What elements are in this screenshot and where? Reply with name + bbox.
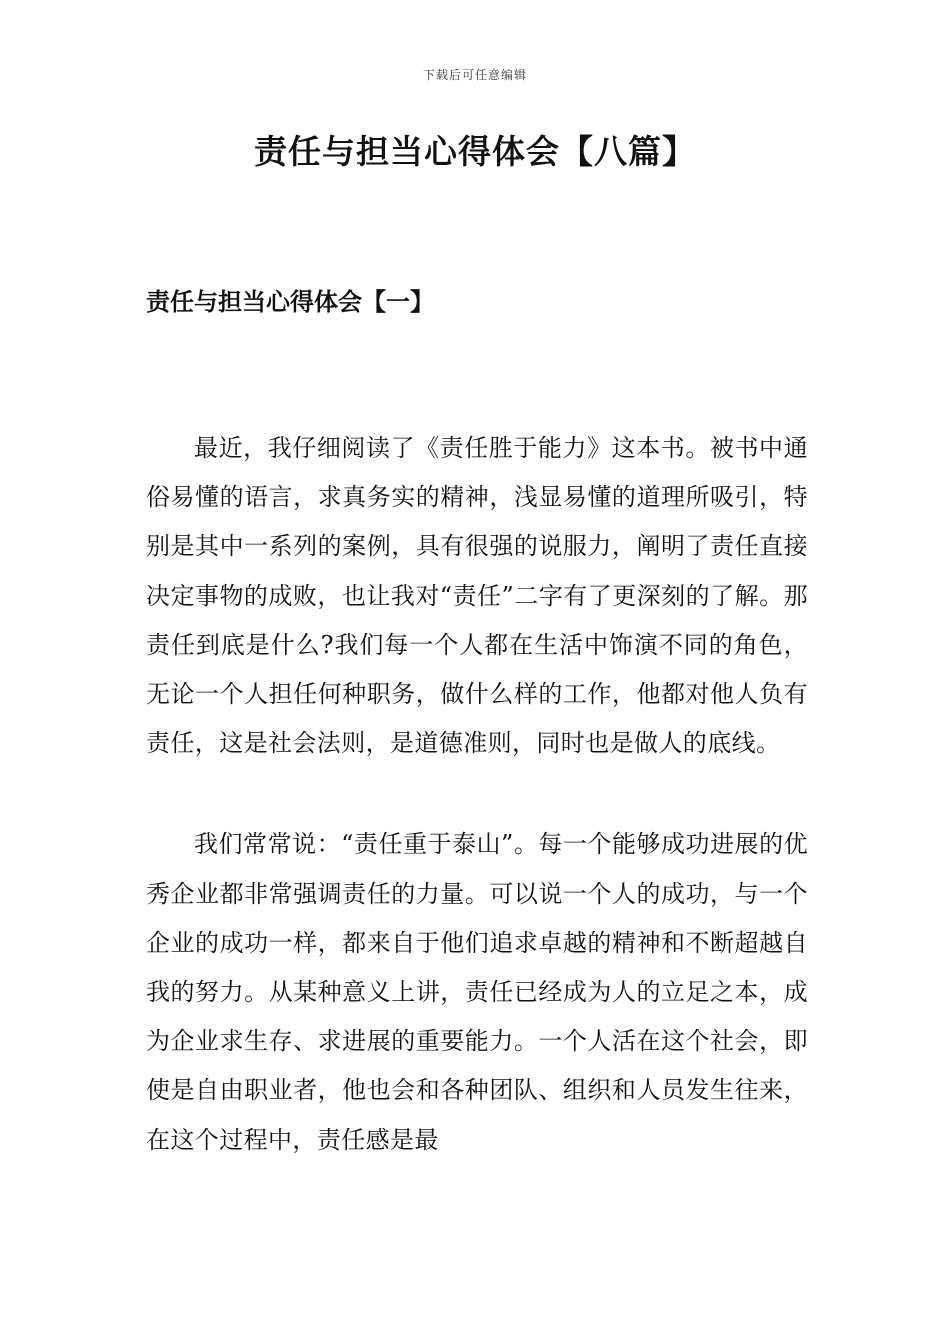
header-note: 下载后可任意编辑 [422,68,527,82]
body-text [146,424,808,1217]
section-heading: 责任与担当心得体会【一】 [146,287,434,316]
paragraph-1: 最近，我仔细阅读了《责任胜于能力》这本书。被书中通俗易懂的语言，求真务实的精神，浅显易懂的道理所吸引，特别是其中一系列的案例，具有很强的说服力，阐明了责任直接决定事物的成败，也让我对“责任”二字有了更深刻的了解。那责任到底是什么?我们每一个人都在生活中饰演不同的角色，无论一个人担任何种职务，做什么样的工作，他都对他人负有责任，这是社会法则，是道德准则，同时也是做人的底线。 [146,434,808,758]
paragraph-2: 我们常常说：“责任重于泰山”。每一个能够成功进展的优秀企业都非常强调责任的力量。可以说一个人的成功，与一个企业的成功一样，都来自于他们追求卓越的精神和不断超越自我的努力。从某种意义上讲，责任已经成为人的立足之本，成为企业求生存、求进展的重要能力。一个人活在这个社会，即使是自由职业者，他也会和各种团队、组织和人员发生往来，在这个过程中，责任感是最 [146,830,808,1154]
document-title: 责任与担当心得体会【八篇】 [254,132,696,171]
